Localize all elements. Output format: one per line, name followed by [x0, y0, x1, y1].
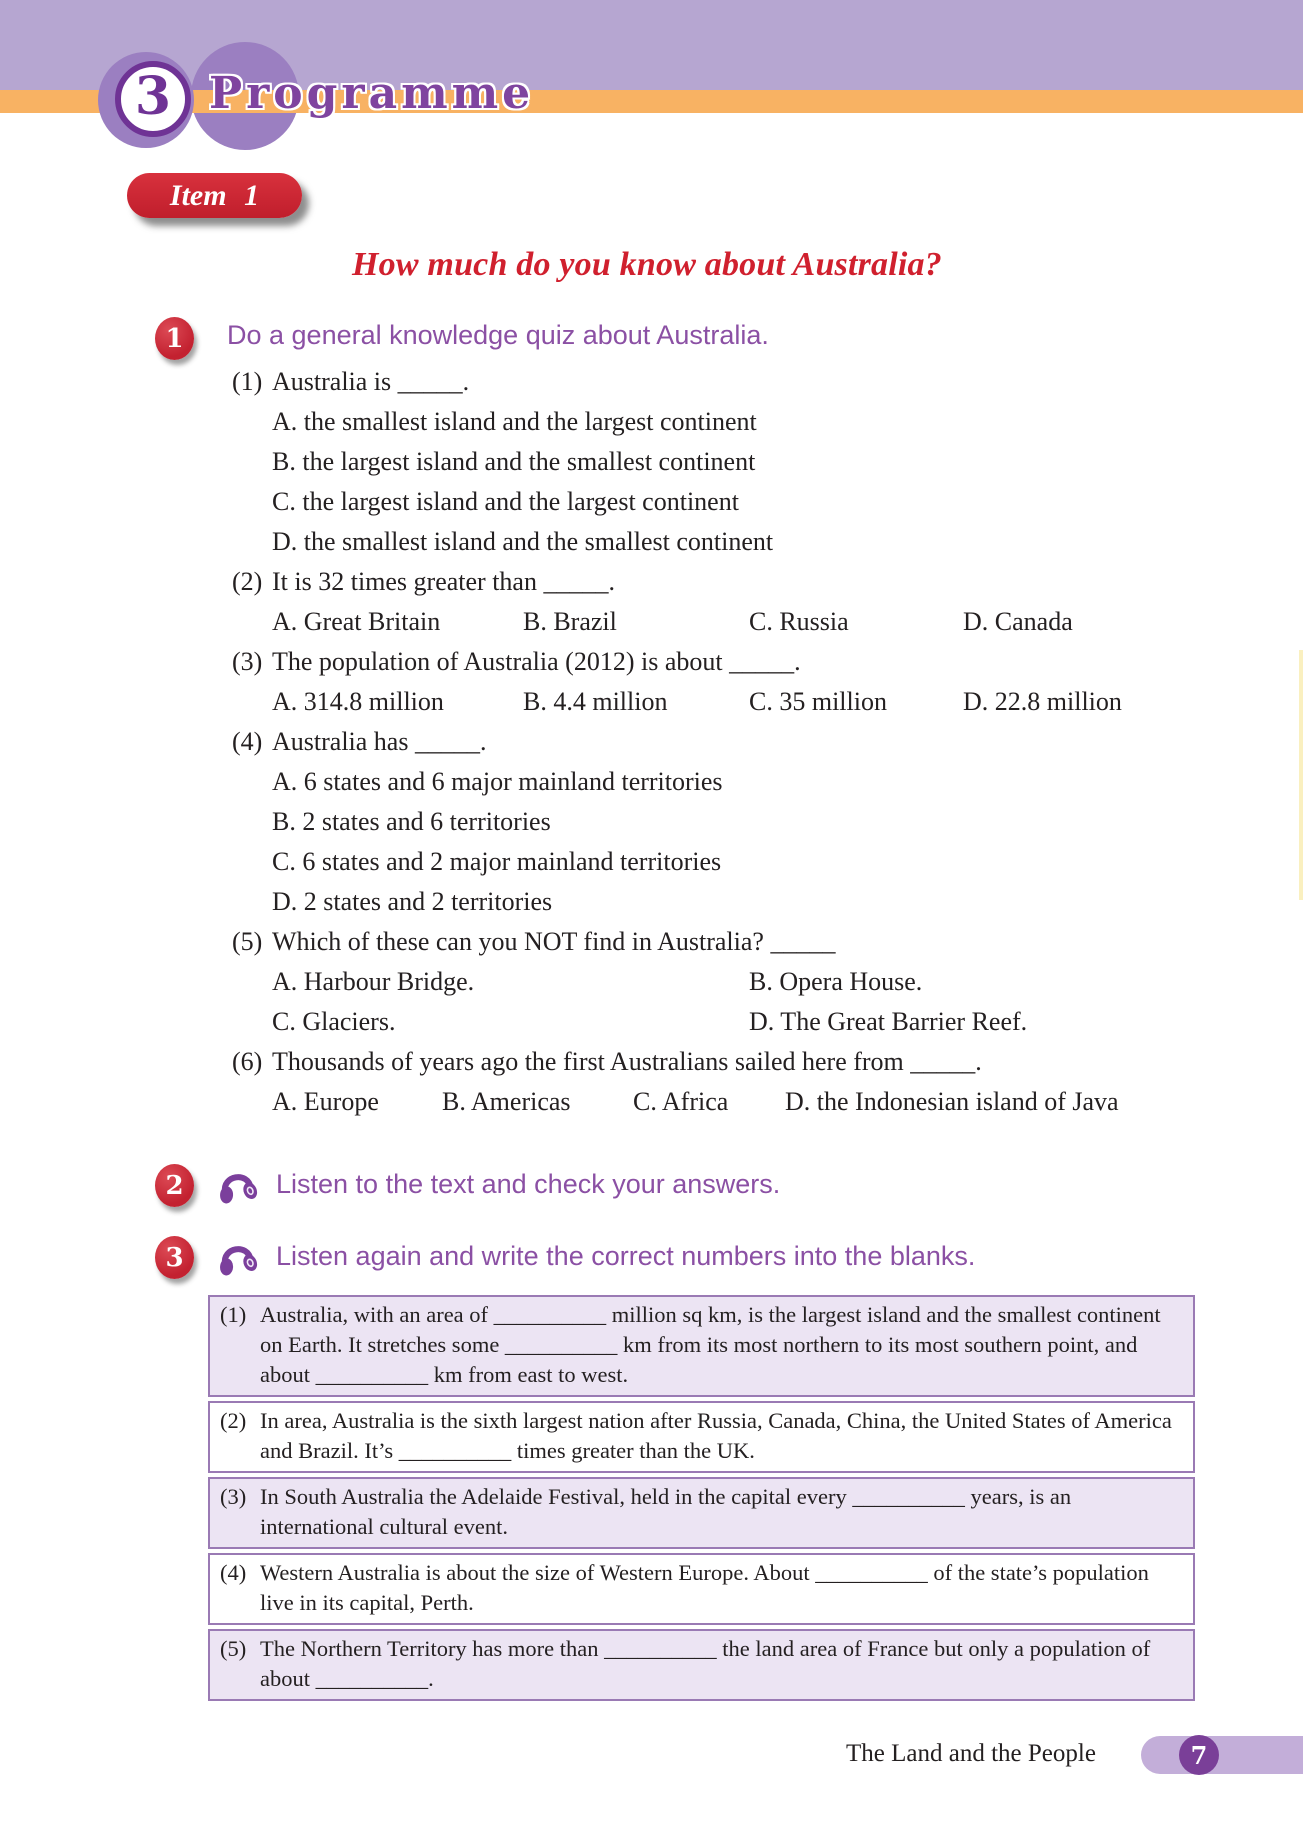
quiz-question — [232, 642, 1182, 722]
unit-title: Programme — [209, 68, 535, 119]
exercise-2-instruction: Listen to the text and check your answers. — [276, 1169, 781, 1199]
quiz-option: C. the largest island and the largest continent — [272, 487, 739, 516]
listening-item — [208, 1629, 1195, 1701]
quiz-option: B. 2 states and 6 territories — [272, 807, 551, 836]
question-number: (3) — [232, 647, 263, 676]
exercise-1-number: 1 — [165, 323, 184, 354]
exercise-3-instruction: Listen again and write the correct numbers into the blanks. — [276, 1241, 976, 1271]
listening-item-number: (2) — [220, 1408, 247, 1433]
quiz-questions — [232, 362, 1182, 1122]
quiz-question — [232, 722, 1182, 922]
listening-item-text: In South Australia the Adelaide Festival, held in the capital every __________ years, is an international cultural event. — [260, 1484, 1072, 1539]
page-number-pill — [1141, 1736, 1303, 1774]
exercise-3-number-badge — [155, 1236, 194, 1279]
quiz-option: B. the largest island and the smallest continent — [272, 447, 756, 476]
options-list — [272, 762, 1182, 922]
question-number: (5) — [232, 927, 263, 956]
listening-item-text: In area, Australia is the sixth largest nation after Russia, Canada, China, the United States of America and Brazil. It’s __________ times greater than the UK. — [260, 1408, 1172, 1463]
question-text: The population of Australia (2012) is about _____. — [272, 647, 801, 676]
page-number: 7 — [1190, 1740, 1208, 1770]
listening-item-number: (4) — [220, 1560, 247, 1585]
question-text: Thousands of years ago the first Australians sailed here from _____. — [272, 1047, 982, 1076]
quiz-question — [232, 562, 1182, 642]
listening-item — [208, 1477, 1195, 1549]
exercise-2-number: 2 — [165, 1170, 184, 1201]
quiz-option: C. Glaciers. — [272, 1007, 396, 1036]
options-row — [272, 682, 1182, 722]
question-prompt — [232, 642, 1182, 682]
unit-number: 3 — [134, 66, 172, 127]
quiz-question — [232, 1042, 1182, 1122]
quiz-option: D. Canada — [963, 607, 1073, 636]
question-text: Australia is _____. — [272, 367, 470, 396]
item-badge — [127, 173, 302, 218]
headphones-icon — [214, 1164, 260, 1206]
question-text: Which of these can you NOT find in Australia? _____ — [272, 927, 836, 956]
quiz-option: B. Opera House. — [749, 967, 923, 996]
quiz-option: D. 2 states and 2 territories — [272, 887, 553, 916]
listening-item-text: The Northern Territory has more than __________ the land area of France but only a population of about __________. — [260, 1636, 1151, 1691]
question-number: (1) — [232, 367, 263, 396]
quiz-option: D. the Indonesian island of Java — [785, 1087, 1119, 1116]
options-list — [272, 402, 1182, 562]
quiz-option: D. 22.8 million — [963, 687, 1122, 716]
unit-number-badge — [115, 61, 191, 137]
question-number: (4) — [232, 727, 263, 756]
quiz-question — [232, 922, 1182, 1042]
header-orange-stripe — [0, 90, 1303, 113]
listening-item-number: (1) — [220, 1302, 247, 1327]
question-prompt — [232, 922, 1182, 962]
quiz-option: B. Americas — [442, 1087, 571, 1116]
quiz-option: A. the smallest island and the largest continent — [272, 407, 757, 436]
quiz-option: A. Harbour Bridge. — [272, 967, 475, 996]
quiz-option: A. 314.8 million — [272, 687, 444, 716]
page-number-badge — [1179, 1735, 1219, 1775]
listening-item-number: (3) — [220, 1484, 247, 1509]
listening-item-text: Australia, with an area of __________ million sq km, is the largest island and the smallest continent on Earth. It stretches some __________ km from its most northern to its most southern point, and about __________ km from east to west. — [260, 1302, 1161, 1387]
listening-item — [208, 1295, 1195, 1397]
question-prompt — [232, 1042, 1182, 1082]
question-text: It is 32 times greater than _____. — [272, 567, 615, 596]
listening-item-text: Western Australia is about the size of Western Europe. About __________ of the state’s population live in its capital, Perth. — [260, 1560, 1149, 1615]
listening-box — [208, 1295, 1195, 1705]
item-badge-label: Item 1 — [169, 178, 260, 212]
exercise-1-number-badge — [155, 317, 194, 360]
options-row — [272, 602, 1182, 642]
quiz-option: D. the smallest island and the smallest continent — [272, 527, 774, 556]
listening-item — [208, 1553, 1195, 1625]
quiz-option: A. Europe — [272, 1087, 379, 1116]
quiz-option: B. Brazil — [523, 607, 617, 636]
quiz-option: C. Africa — [633, 1087, 729, 1116]
quiz-title: How much do you know about Australia? — [352, 246, 942, 283]
question-prompt — [232, 362, 1182, 402]
exercise-1-instruction: Do a general knowledge quiz about Australia. — [227, 320, 769, 350]
exercise-3-number: 3 — [165, 1242, 184, 1273]
question-prompt — [232, 722, 1182, 762]
exercise-2-number-badge — [155, 1164, 194, 1207]
quiz-option: A. Great Britain — [272, 607, 441, 636]
question-text: Australia has _____. — [272, 727, 487, 756]
quiz-option: C. Russia — [749, 607, 849, 636]
quiz-question — [232, 362, 1182, 562]
footer-section-title: The Land and the People — [846, 1740, 1096, 1767]
headphones-icon — [214, 1236, 260, 1278]
options-row — [272, 962, 1182, 1042]
quiz-option: B. 4.4 million — [523, 687, 668, 716]
quiz-option: A. 6 states and 6 major mainland territories — [272, 767, 723, 796]
listening-item-number: (5) — [220, 1636, 247, 1661]
quiz-option: C. 6 states and 2 major mainland territories — [272, 847, 722, 876]
question-number: (2) — [232, 567, 263, 596]
page-edge-strip — [1299, 650, 1303, 900]
listening-item — [208, 1401, 1195, 1473]
options-row — [272, 1082, 1182, 1122]
quiz-option: D. The Great Barrier Reef. — [749, 1007, 1028, 1036]
question-prompt — [232, 562, 1182, 602]
question-number: (6) — [232, 1047, 263, 1076]
quiz-option: C. 35 million — [749, 687, 887, 716]
